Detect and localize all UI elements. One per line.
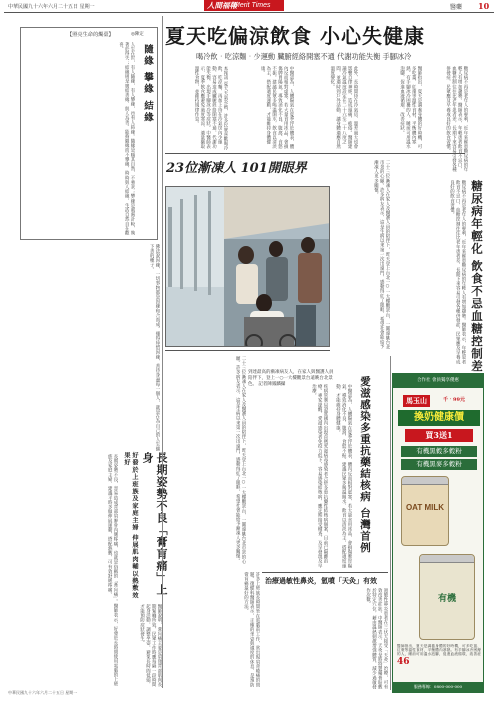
main-story-col-b: 中醫認為，人體陽氣在夏季浮於體表，體內反而相對虛寒，若大量食用冰品，會損傷脾胃陽氣，導致消化不良、腹瀉、食慾不振。建議民眾多喝溫開水，飲食以清淡為主，搭配適度運動，才能維持身體健康。 bbox=[260, 66, 294, 149]
ad-top-banner: 合作社 會員獨享優惠 bbox=[393, 374, 483, 388]
ad-price: 46 bbox=[397, 657, 410, 667]
main-headline: 夏天吃偏涼飲食 小心失健康 bbox=[165, 24, 425, 48]
ad-product-can-2 bbox=[419, 554, 475, 640]
main-subheadline: 喝冷飲‧吃涼麵‧少運動 臟腑經絡開塞不通 代謝功能失衡 手腳冰冷 bbox=[196, 52, 412, 61]
posture-headline: 長期姿勢不良「膏肓痛」上身 bbox=[141, 452, 168, 596]
tb-headline: 愛滋感染多重抗藥結核病 台灣首例 bbox=[359, 376, 371, 554]
diabetes-story-body: 糖尿病不再是老年人的專利，近年來罹患糖尿病的年輕人有增加趨勢。醫師表示，年輕患者飲食不忌口，血糖控制往往比老年患者差，長期下來容易引發各種併發症，民眾應及早養成良好的飲食習慣。 bbox=[449, 180, 466, 364]
masthead bbox=[0, 0, 500, 12]
tb-story-col-c: 中醫認為，人體陽氣在夏季浮於體表，體內反而相對虛寒，若大量食用冰品，會損傷脾胃陽氣，導致消化不良、腹瀉、食慾不振。建議民眾多喝溫開水，飲食以清淡為主，搭配適度運動，才能維持身體健康。 bbox=[335, 384, 352, 568]
photo-illustration bbox=[166, 187, 330, 347]
tb-story-col-a: 二十三位漸凍人在家人及醫護人員的陪伴下，昨天登上台北一○一大樓觀景台，一圓遠眺台北市景的心願。許多病友表示，這是生病以來第一次出遠門，感動得紅了眼眶，希望社會能給予漸凍人更多關懷。 bbox=[235, 356, 246, 564]
rhinitis-headline: 治療過敏性鼻炎，氫噴「天灸」有效 bbox=[265, 576, 377, 585]
can-lid-icon bbox=[402, 477, 448, 485]
left-column-box bbox=[20, 27, 158, 240]
ad-brand-logo: 馬玉山 bbox=[403, 395, 430, 407]
logo-text: 人間福報 bbox=[207, 1, 237, 10]
ad-product-can-1 bbox=[401, 476, 449, 546]
left-column-body-2: 佛法說因緣，一切事物都是因緣和合而成。懂得珍惜因緣，善待身邊每一個人，就是在為自己的人生播下善的種子。 bbox=[149, 244, 160, 451]
photo-rule bbox=[165, 350, 330, 351]
can-1-label: OAT MILK bbox=[405, 503, 445, 512]
page-number: 10 bbox=[478, 1, 490, 11]
newspaper-brand: Merit Times bbox=[234, 2, 271, 9]
rhinitis-story-body: 過敏性鼻炎患者在三伏天接受「天灸」治療，可有效改善症狀。中醫師表示，天灸是將特製藥膏貼敷於特定穴位，藉由溫熱刺激增強體質，減少過敏發作次數。 bbox=[365, 588, 388, 690]
photo-caption: 到達最高的漸凍病友人，在家人與醫護人員陪伴下，登上一○一大樓觀景台遠眺台北景色。 記者陳鳳麟攝 bbox=[248, 370, 334, 387]
left-column-title: 【照亮生命的燭臺】 bbox=[67, 32, 114, 38]
ad-footer: 服務專線：0800-000-000 bbox=[393, 682, 483, 692]
posture-story-body-2: 醫師說明，膏肓痛主要是肩頸背部肌肉長期緊繃所致，民眾工作時應每隔一段時間起身活動，調整坐姿，避免長時間低頭，才能預防症狀發生。 bbox=[139, 604, 162, 687]
diabetes-headline: 糖尿病年輕化 飲食不忌血糖控制差 bbox=[470, 180, 484, 373]
posture-story-body: 長期姿勢不良，容易造成背部肩胛骨內側疼痛，也就是俗稱的「膏肓痛」。醫師表示，好發於長時間使用電腦的上班族及家庭主婦，建議平時多做伸展運動，搭配熱敷，可有效舒緩疼痛。 bbox=[107, 454, 118, 687]
left-column-body: 人生在世，有人隨緣，有人攀緣，也有人結緣。隨緣是順其自然，不強求；攀緣是處處計較，執著於得失；結緣則是廣結善緣，與人為善。能夠隨緣而不攀緣，時時與人結緣，生活自然自在歡喜。 bbox=[118, 42, 135, 236]
issue-date: 中華民國九十六年六月二十五日 星期一 bbox=[8, 4, 95, 10]
posture-subheadline: 好發於上班族及家庭主婦 伸展肌肉輔以熱敷效果好 bbox=[123, 452, 138, 600]
column-divider-right bbox=[390, 356, 391, 690]
main-story-col-c: 此外，長時間待在冷氣房，溫差過大也會影響自律神經，造成頭痛、疲倦。醫師建議冷氣溫度設定在二十六至二十八度之間，並適時到戶外活動，讓身體適應自然溫度變化。 bbox=[329, 66, 358, 149]
page-footer: 中華民國九十六年六月二十五日 星期一 bbox=[8, 690, 78, 695]
can-2-label: 有機 bbox=[437, 593, 456, 603]
left-column-byline: ◎陳定 bbox=[131, 32, 144, 37]
main-story-col-e: 糖尿病不再是老年人的專利，近年來罹患糖尿病的年輕人有增加趨勢。醫師表示，年輕患者飲食不忌口，血糖控制往往比老年患者差，長期下來容易引發各種併發症，民眾應及早養成良好的飲食習慣。 bbox=[445, 66, 468, 172]
section-name: 醫藥 bbox=[450, 4, 463, 11]
rhinitis-rule bbox=[262, 572, 388, 573]
ad-limited-offer: 千‧99元 bbox=[443, 397, 465, 403]
main-story-col-a: 本報訊 夏天天氣炎熱，許多民眾喜歡喝冷飲、吃涼麵，再加上待在冷氣房內少運動，容易造成臟腑經絡開塞不通，代謝功能失衡，出現手腳冰冷等症狀。中醫師表示，夏季飲食應避免過度寒涼，適量攝取溫性食物，並維持規律作息。 bbox=[194, 66, 228, 151]
tb-story-col-b: 疾病管制局證實國內出現首例愛滋病毒感染者合併多重抗藥性結核病個案，目前已隔離治療。專家提醒，愛滋感染者免疫力低下，容易感染結核病，應定期接受檢查，及早發現及早治療。 bbox=[311, 384, 328, 568]
main-story-col-d: 醫師指出，夏天是調養身體的好時機，可多吃薑、紅棗等溫性食材，平衡體內寒熱。有手腳冰冷困擾的人，睡前可用溫水泡腳，促進血液循環，改善症狀。 bbox=[399, 66, 422, 149]
photo-visitors-observatory bbox=[165, 186, 330, 347]
can-lid-icon-2 bbox=[420, 555, 474, 563]
masthead-rule bbox=[4, 12, 494, 13]
ad-offer: 買3送1 bbox=[405, 429, 473, 442]
column-divider-left bbox=[162, 16, 163, 688]
ad-product-1: 有機黑穀多穀粉 bbox=[401, 446, 477, 457]
ad-fineprint: 醫師指出，夏天是調養身體的好時機，可多吃薑、紅棗等溫性食材，平衡體內寒熱。有手腳冰冷困擾的人，睡前可用溫水泡腳，促進血液循環，改善症 bbox=[397, 644, 481, 656]
mnd-story-body: 二十三位漸凍人在家人及醫護人員的陪伴下，昨天登上台北一○一大樓觀景台，一圓遠眺台北市景的心願。許多病友表示，這是生病以來第一次出遠門，感動得紅了眼眶，希望社會能給予漸凍人更多關懷。 bbox=[373, 160, 390, 350]
left-column-vertical-heading: 隨緣 攀緣 結緣 bbox=[142, 44, 153, 124]
posture-story-body-3: 許多上班族長時間坐在電腦前工作，常出現肩背痠痛的問題。復健科醫師表示，正確的坐姿與適度的休息，是預防膏肓痛最好的方法。 bbox=[243, 572, 260, 687]
advertisement[interactable] bbox=[392, 373, 484, 693]
ad-headline: 換奶健康價 bbox=[398, 410, 480, 426]
section-rule bbox=[165, 153, 465, 154]
photo-story-title: 23位漸凍人 101開眼界 bbox=[166, 161, 307, 176]
ad-product-2: 有機黑麥多穀粉 bbox=[401, 459, 477, 470]
